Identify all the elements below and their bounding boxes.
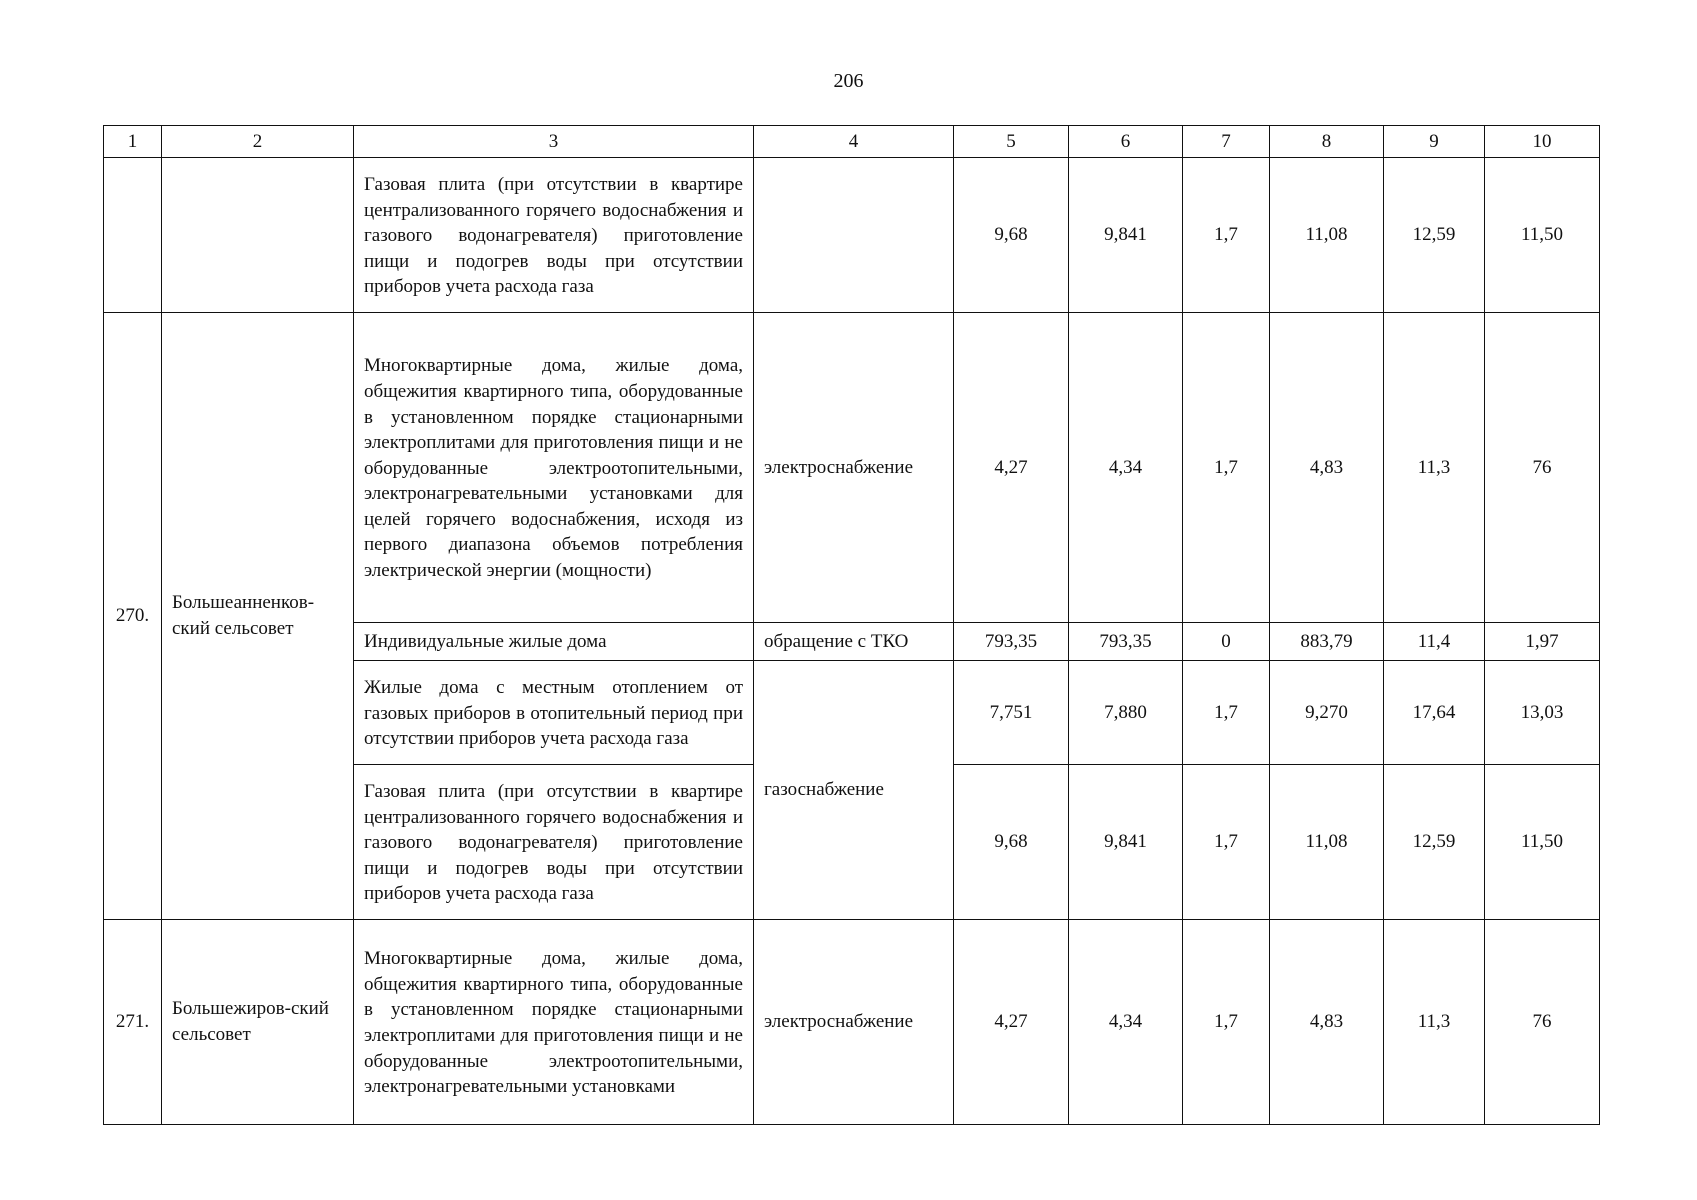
value-cell: 11,4 xyxy=(1384,623,1485,661)
table-row xyxy=(104,313,1600,623)
service-type: обращение с ТКО xyxy=(754,623,954,661)
value-cell: 4,83 xyxy=(1270,920,1384,1125)
value-cell: 13,03 xyxy=(1485,661,1600,765)
value-cell: 4,34 xyxy=(1069,920,1183,1125)
value-cell: 883,79 xyxy=(1270,623,1384,661)
value-cell: 11,3 xyxy=(1384,920,1485,1125)
municipality-name: Большеанненков-ский сельсовет xyxy=(162,313,354,920)
row-number-cell xyxy=(104,158,162,313)
value-cell: 11,50 xyxy=(1485,765,1600,920)
page-number: 206 xyxy=(833,70,864,92)
table-row xyxy=(104,158,1600,313)
table-row xyxy=(104,920,1600,1125)
value-cell: 793,35 xyxy=(954,623,1069,661)
value-cell: 76 xyxy=(1485,313,1600,623)
column-number: 3 xyxy=(354,126,754,158)
value-cell: 7,880 xyxy=(1069,661,1183,765)
column-number-row xyxy=(104,126,1600,158)
value-cell: 1,7 xyxy=(1183,661,1270,765)
value-cell: 9,270 xyxy=(1270,661,1384,765)
value-cell: 9,841 xyxy=(1069,765,1183,920)
service-cell xyxy=(754,158,954,313)
row-number: 271. xyxy=(104,920,162,1125)
value-cell: 12,59 xyxy=(1384,765,1485,920)
value-cell: 1,97 xyxy=(1485,623,1600,661)
value-cell: 76 xyxy=(1485,920,1600,1125)
value-cell: 4,27 xyxy=(954,920,1069,1125)
column-number: 8 xyxy=(1270,126,1384,158)
value-cell: 4,27 xyxy=(954,313,1069,623)
tariff-table xyxy=(103,125,1600,1125)
value-cell: 0 xyxy=(1183,623,1270,661)
column-number: 7 xyxy=(1183,126,1270,158)
consumer-category: Газовая плита (при отсутствии в квартире централизованного горячего водоснабжения и газового водонагревателя) приготовление пищи и подогрев воды при отсутствии приборов учета расхода газа xyxy=(354,765,754,920)
column-number: 10 xyxy=(1485,126,1600,158)
value-cell: 793,35 xyxy=(1069,623,1183,661)
municipality-name: Большежиров-ский сельсовет xyxy=(162,920,354,1125)
service-type: электроснабжение xyxy=(754,920,954,1125)
column-number: 5 xyxy=(954,126,1069,158)
value-cell: 1,7 xyxy=(1183,158,1270,313)
row-number: 270. xyxy=(104,313,162,920)
consumer-category: Многоквартирные дома, жилые дома, общежития квартирного типа, оборудованные в установленном порядке стационарными электроплитами для приготовления пищи и не оборудованные электроотопительными, электронагревательными установками xyxy=(354,920,754,1125)
value-cell: 4,83 xyxy=(1270,313,1384,623)
service-type: газоснабжение xyxy=(754,661,954,920)
value-cell: 4,34 xyxy=(1069,313,1183,623)
column-number: 1 xyxy=(104,126,162,158)
value-cell: 9,68 xyxy=(954,765,1069,920)
value-cell: 11,3 xyxy=(1384,313,1485,623)
consumer-category: Жилые дома с местным отоплением от газовых приборов в отопительный период при отсутствии приборов учета расхода газа xyxy=(354,661,754,765)
consumer-category: Многоквартирные дома, жилые дома, общежития квартирного типа, оборудованные в установленном порядке стационарными электроплитами для приготовления пищи и не оборудованные электроотопительными, электронагревательными установками для целей горячего водоснабжения, исходя из первого диапазона объемов потребления электрической энергии (мощности) xyxy=(354,313,754,623)
value-cell: 11,08 xyxy=(1270,158,1384,313)
municipality-cell xyxy=(162,158,354,313)
value-cell: 11,50 xyxy=(1485,158,1600,313)
value-cell: 7,751 xyxy=(954,661,1069,765)
consumer-category: Индивидуальные жилые дома xyxy=(354,623,754,661)
value-cell: 9,841 xyxy=(1069,158,1183,313)
value-cell: 9,68 xyxy=(954,158,1069,313)
column-number: 9 xyxy=(1384,126,1485,158)
column-number: 4 xyxy=(754,126,954,158)
value-cell: 11,08 xyxy=(1270,765,1384,920)
value-cell: 12,59 xyxy=(1384,158,1485,313)
column-number: 2 xyxy=(162,126,354,158)
value-cell: 1,7 xyxy=(1183,765,1270,920)
value-cell: 1,7 xyxy=(1183,313,1270,623)
value-cell: 17,64 xyxy=(1384,661,1485,765)
column-number: 6 xyxy=(1069,126,1183,158)
service-type: электроснабжение xyxy=(754,313,954,623)
value-cell: 1,7 xyxy=(1183,920,1270,1125)
consumer-category: Газовая плита (при отсутствии в квартире централизованного горячего водоснабжения и газового водонагревателя) приготовление пищи и подогрев воды при отсутствии приборов учета расхода газа xyxy=(354,158,754,313)
